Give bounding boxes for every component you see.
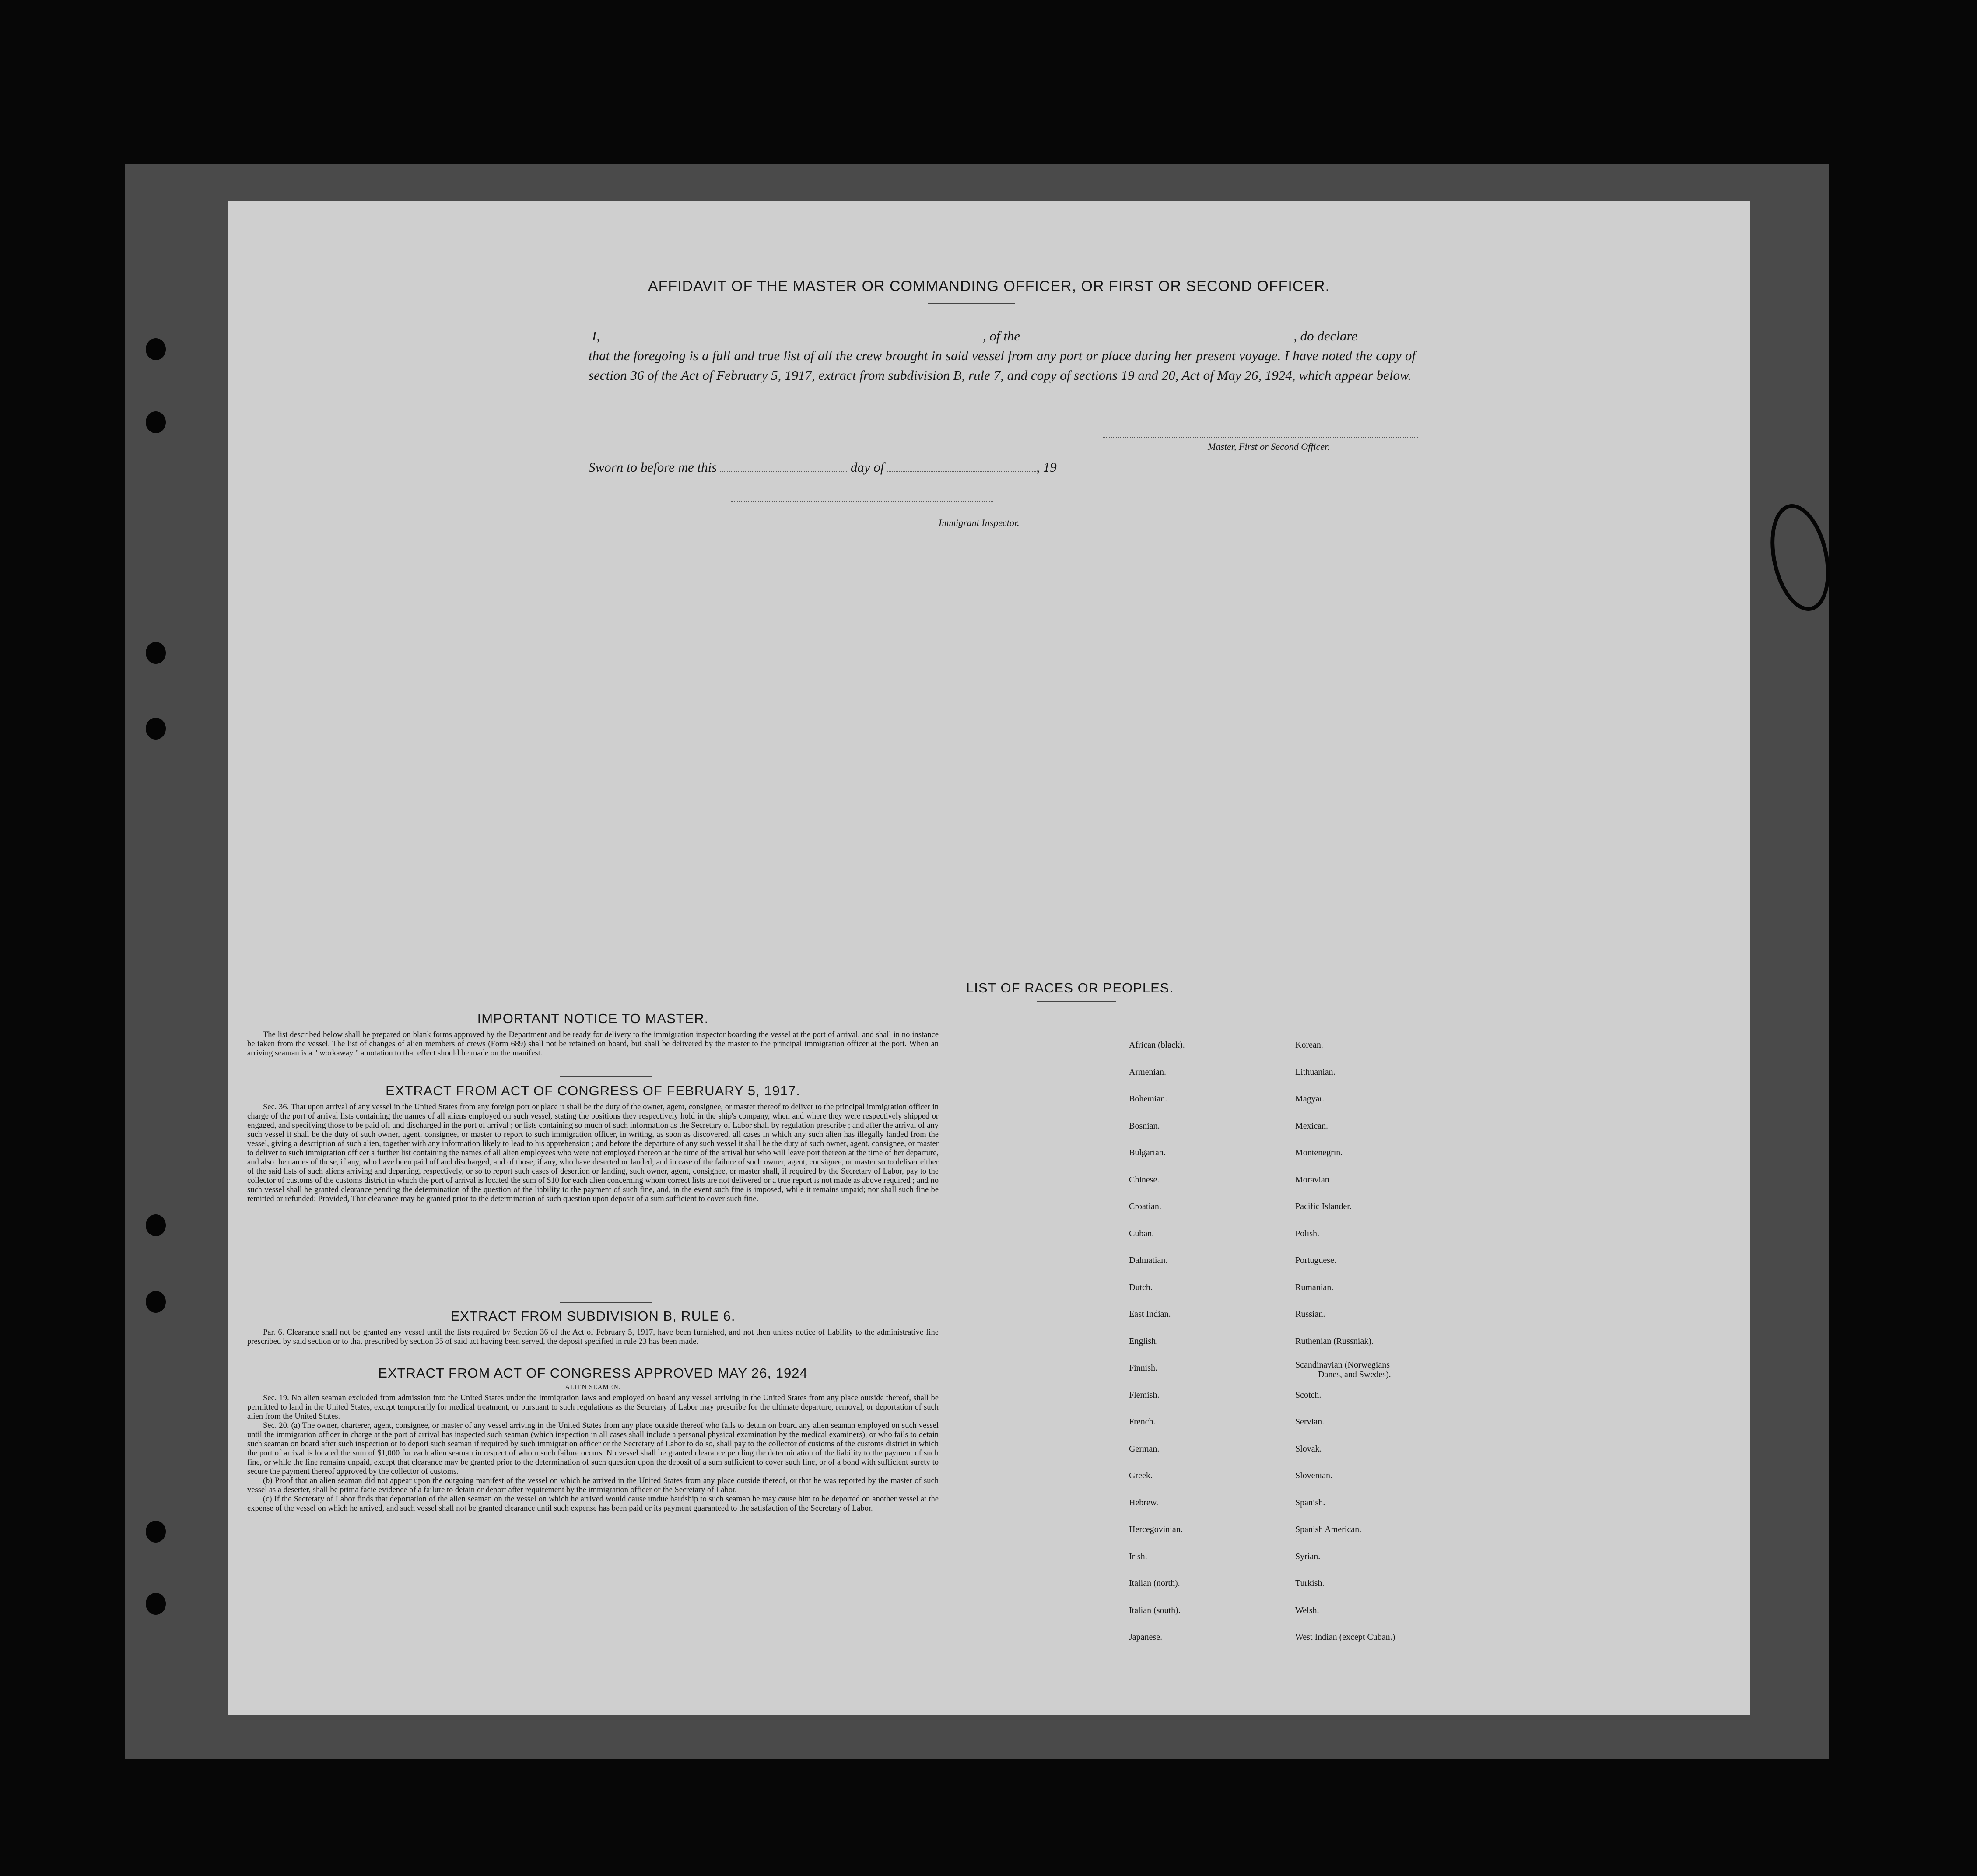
race-item: Russian. (1295, 1309, 1325, 1319)
race-item: Polish. (1295, 1228, 1320, 1238)
race-item: West Indian (except Cuban.) (1295, 1632, 1395, 1642)
title-rule (928, 303, 1015, 304)
punch-hole (146, 411, 166, 433)
race-item: Chinese. (1129, 1175, 1160, 1185)
race-item: African (black). (1129, 1040, 1185, 1050)
affidavit-of-the-label: , of the (982, 328, 1020, 344)
race-item: Slovenian. (1295, 1471, 1332, 1480)
divider (560, 1076, 652, 1077)
affidavit-body (589, 326, 1416, 385)
race-item: Korean. (1295, 1040, 1323, 1050)
sworn-label: Sworn to before me this (589, 459, 717, 475)
day-of-label: day of (850, 459, 884, 475)
race-item: Japanese. (1129, 1632, 1163, 1642)
extract-1917-text (247, 1103, 939, 1204)
race-item: Flemish. (1129, 1390, 1160, 1400)
race-item: Lithuanian. (1295, 1067, 1336, 1077)
races-left-column (1129, 1032, 1185, 1651)
race-item: Pacific Islander. (1295, 1202, 1352, 1211)
race-item: East Indian. (1129, 1309, 1171, 1319)
punch-hole (146, 338, 166, 360)
master-signature-line (1103, 437, 1418, 438)
race-item: Dutch. (1129, 1282, 1153, 1292)
extract-1917-title: EXTRACT FROM ACT OF CONGRESS OF FEBRUARY 5, 1917. (386, 1083, 800, 1098)
race-item: Italian (north). (1129, 1578, 1180, 1588)
extract-1924-title: EXTRACT FROM ACT OF CONGRESS APPROVED MAY 26, 1924 (378, 1365, 808, 1381)
race-item: Spanish American. (1295, 1525, 1362, 1534)
races-title-rule (1037, 1001, 1116, 1002)
punch-hole (146, 1521, 166, 1543)
race-item: Spanish. (1295, 1497, 1325, 1508)
punch-hole (146, 1291, 166, 1313)
race-item: Rumanian. (1295, 1282, 1334, 1292)
race-item: Ruthenian (Russniak). (1295, 1336, 1374, 1346)
master-signature-caption: Master, First or Second Officer. (1208, 441, 1330, 452)
race-item: Italian (south). (1129, 1605, 1181, 1615)
divider (560, 1302, 652, 1303)
race-item: Servian. (1295, 1417, 1325, 1427)
race-item-continuation: Danes, and Swedes). (1318, 1370, 1391, 1379)
race-item: Bosnian. (1129, 1121, 1160, 1131)
race-item: Welsh. (1295, 1605, 1319, 1615)
race-item: Moravian (1295, 1175, 1329, 1185)
sworn-line (589, 459, 1201, 475)
race-item: French. (1129, 1417, 1156, 1427)
race-item: Croatian. (1129, 1202, 1161, 1211)
section-19-paragraph: Sec. 19. No alien seaman excluded from admission into the United States under the immigration laws and employed on board any vessel arriving in the United States from any place outside thereof, shall be permitted to land in the United States, except temporarily for medical treatment, or pursuant to such regulations as the Secretary of Labor may prescribe for the ultimate departure, removal, or deportation of such alien from the United States. (247, 1394, 939, 1421)
race-item: Montenegrin. (1295, 1148, 1343, 1157)
year-label: , 19 (1036, 459, 1057, 475)
inspector-signature-line (731, 501, 993, 502)
affidavit-i-label: I, (592, 328, 600, 344)
race-item: Magyar. (1295, 1094, 1325, 1104)
race-item: Turkish. (1295, 1578, 1325, 1588)
notice-title: IMPORTANT NOTICE TO MASTER. (477, 1011, 709, 1026)
race-item: Bulgarian. (1129, 1148, 1166, 1157)
race-item: German. (1129, 1444, 1160, 1454)
race-item: Mexican. (1295, 1121, 1328, 1131)
manifest-sheet (228, 201, 1750, 1715)
sworn-day-blank (720, 471, 847, 472)
rule-6-paragraph: Par. 6. Clearance shall not be granted any vessel until the lists required by Section 36 of the Act of February 5, 1917, have been furnished, and not then unless notice of liability to the administrative fine prescribed by said section or to that prescribed by section 35 of said act having been served, the deposit specified in rule 23 has been made. (247, 1328, 939, 1346)
race-item: Cuban. (1129, 1228, 1154, 1238)
notice-paragraph: The list described below shall be prepared on blank forms approved by the Department and be ready for delivery to the immigration inspector boarding the vessel at the port of arrival, and shall in no instance be taken from the vessel. The list of changes of alien members of crews (Form 689) shall not be retained on board, but shall be delivered by the master to the principal immigration officer at the port. When an arriving seaman is a " workaway " a notation to that effect should be made on the manifest. (247, 1031, 939, 1058)
sworn-month-blank (887, 471, 1036, 472)
rule-6-text (247, 1328, 939, 1347)
race-item: Dalmatian. (1129, 1255, 1168, 1265)
race-item: Irish. (1129, 1551, 1147, 1561)
punch-hole (146, 718, 166, 740)
race-item: Scandinavian (Norwegians (1295, 1360, 1390, 1370)
section-20b-paragraph: (b) Proof that an alien seaman did not appear upon the outgoing manifest of the vessel on which he arrived in the United States from any place outside thereof, or that he was reported by the master of such vessel as a deserter, shall be prima facie evidence of a failure to detain or deport after requirement by the immigration officer or the Secretary of Labor. (247, 1476, 939, 1494)
section-36-paragraph: Sec. 36. That upon arrival of any vessel in the United States from any foreign port or place it shall be the duty of the owner, agent, consignee, or master thereof to deliver to the principal immigration officer in charge of the port of arrival lists containing the names of all aliens employed on such vessel, stating the positions they respectively hold in the ship's company, when and where they were respectively shipped or engaged, and specifying those to be paid off and discharged in the port of arrival ; or lists containing so much of such information as the Secretary of Labor shall by regulation prescribe ; and after the arrival of any such vessel it shall be the duty of such owner, agent, consignee, or master to report to such immigration officer, in writing, as soon as discovered, all cases in which any such alien has illegally landed from the vessel, giving a description of such alien, together with any information likely to lead to his apprehension ; and before the departure of any such vessel it shall be the duty of such owner, agent, consignee, or master to deliver to such immigration officer a further list containing the names of all alien employees who were not employed thereon at the time of the arrival but who will leave port thereon at the time of her departure, and also the names of those, if any, who have been paid off and discharged, and of those, if any, who have deserted or landed; and in case of the failure of such owner, agent, consignee, or master so to deliver either of the said lists of such aliens arriving and departing, respectively, or so to report such cases of desertion or landing, such owner, agent, consignee, or master shall, if required by the Secretary of Labor, pay to the collector of customs of the customs district in which the port of arrival is located the sum of $10 for each alien concerning whom correct lists are not delivered or a true report is not made as above required ; and no such vessel shall be granted clearance pending the determination of the question of the liability to the payment of such fine, and, in the event such fine is imposed, while it remains unpaid; nor shall such fine be remitted or refunded: Provided, That clearance may be granted prior to the determination of such question upon deposit of a sum sufficient to cover such fine. (247, 1103, 939, 1203)
race-item: Hebrew. (1129, 1497, 1159, 1508)
punch-hole (146, 642, 166, 664)
affidavit-statement: that the foregoing is a full and true list of all the crew brought in said vessel from any port or place during her present voyage. I have noted the copy of section 36 of the Act of February 5, 1917, extract from subdivision B, rule 7, and copy of sections 19 and 20, Act of May 26, 1924, which appear below. (589, 348, 1416, 383)
race-item: English. (1129, 1336, 1158, 1346)
rule-6-title: EXTRACT FROM SUBDIVISION B, RULE 6. (450, 1308, 736, 1324)
section-20a-paragraph: Sec. 20. (a) The owner, charterer, agent, consignee, or master of any vessel arriving in the United States from any place outside thereof who fails to detain on board any alien seaman employed on such vessel until the immigration officer in charge at the port of arrival has inspected such seaman (which inspection in all cases shall include a personal physical examination by the medical examiners), or who fails to detain such seaman on board after such inspection or to deport such seaman if required by such immigration officer or the Secretary of Labor to do so, shall pay to the collector of customs of the customs district in which the port of arrival is located the sum of $1,000 for each alien seaman in respect of whom such failure occurs. No vessel shall be granted clearance pending the determination of the liability to the payment of such fine, or while the fine remains unpaid, except that clearance may be granted prior to the determination of such question upon the deposit of a sum sufficient to cover such fine, or of a bond with sufficient surety to secure the payment thereof approved by the collector of customs. (247, 1421, 939, 1476)
affidavit-first-line (589, 326, 1416, 346)
inspector-signature-caption: Immigrant Inspector. (939, 517, 1020, 528)
extract-1924-text (247, 1394, 939, 1513)
races-right-column (1295, 1032, 1395, 1651)
race-item: Hercegovinian. (1129, 1525, 1183, 1534)
race-item: Armenian. (1129, 1067, 1166, 1077)
affidavit-title: AFFIDAVIT OF THE MASTER OR COMMANDING OFFICER, OR FIRST OR SECOND OFFICER. (648, 278, 1330, 295)
race-item: Bohemian. (1129, 1094, 1167, 1104)
affidavit-do-declare-label: , do declare (1293, 328, 1358, 344)
section-20c-paragraph: (c) If the Secretary of Labor finds that deportation of the alien seaman on the vessel on which he arrived would cause undue hardship to such seaman he may cause him to be deported on another vessel at the expense of the vessel on which he arrived, and such vessel shall not be granted clearance until such expense has been paid or its payment guaranteed to the satisfaction of the Secretary of Labor. (247, 1495, 939, 1513)
race-item: Syrian. (1295, 1551, 1321, 1561)
race-item: Greek. (1129, 1471, 1153, 1480)
notice-text (247, 1031, 939, 1058)
alien-seamen-subtitle: ALIEN SEAMEN. (565, 1384, 621, 1391)
race-item: Finnish. (1129, 1363, 1158, 1373)
race-item-two-line (1295, 1355, 1395, 1382)
race-item: Portuguese. (1295, 1255, 1336, 1265)
race-item: Slovak. (1295, 1444, 1322, 1454)
punch-hole (146, 1214, 166, 1236)
races-title: LIST OF RACES OR PEOPLES. (966, 980, 1174, 996)
race-item: Scotch. (1295, 1390, 1322, 1400)
punch-hole (146, 1593, 166, 1615)
